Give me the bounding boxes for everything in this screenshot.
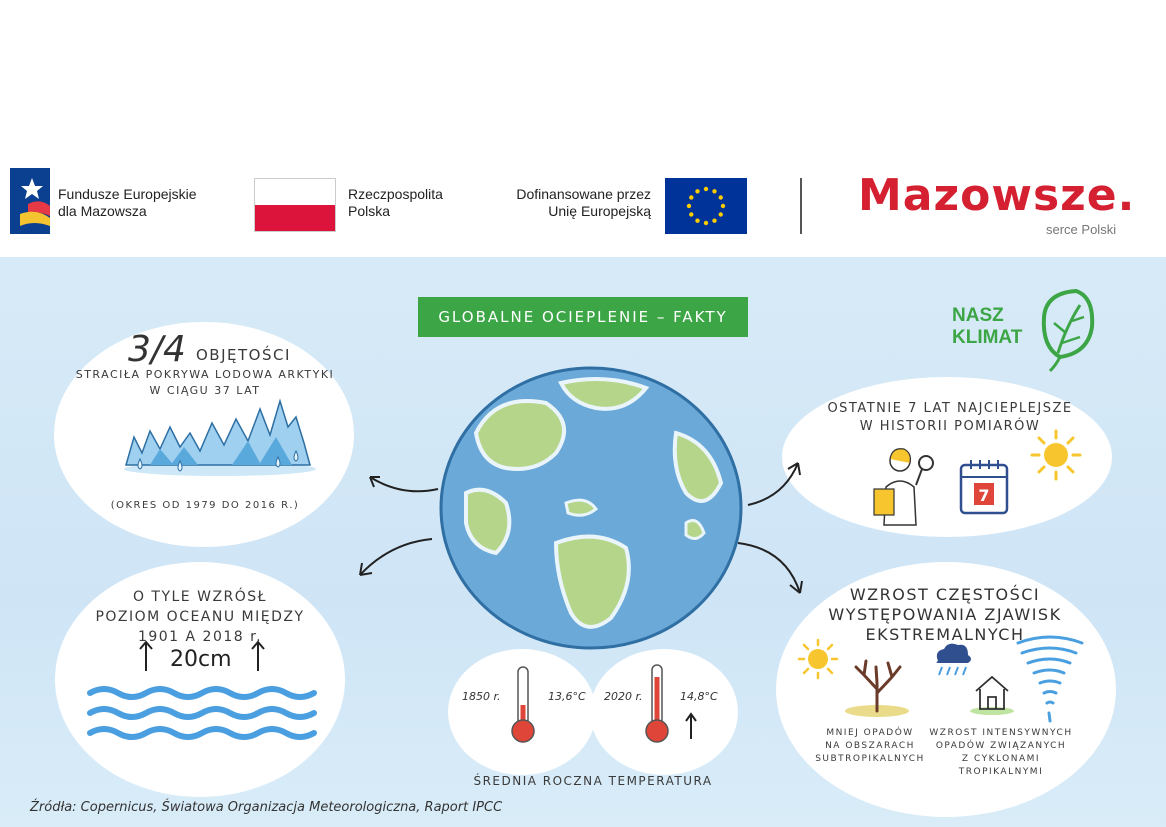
leaf-icon	[1036, 287, 1098, 373]
arrow-to-ice-icon	[362, 463, 442, 503]
rp-line2: Polska	[348, 203, 391, 219]
sun-icon	[1028, 427, 1084, 483]
year-2020-label: 2020 r.	[604, 690, 643, 703]
mazowsze-logo: Mazowsze.	[858, 170, 1136, 221]
arrow-to-ocean-icon	[350, 535, 436, 581]
badge-line2: KLIMAT	[952, 327, 1023, 348]
hottest-line2: W HISTORII POMIARÓW	[859, 419, 1041, 434]
extreme-left-line2: NA OBSZARACH	[825, 741, 915, 751]
earth-globe-icon	[436, 363, 746, 653]
scientist-icon	[868, 445, 940, 527]
logo-strip	[0, 160, 1166, 252]
temperature-rise-arrow-icon	[684, 711, 698, 741]
average-temperature-caption: ŚREDNIA ROCZNA TEMPERATURA	[473, 774, 713, 788]
calendar-number: 7	[978, 486, 990, 505]
extreme-left-line3: SUBTROPIKALNYCH	[815, 754, 925, 764]
sun-small-icon	[796, 637, 840, 681]
extreme-line1: WZROST CZĘSTOŚCI	[849, 585, 1041, 604]
temp-2020-label: 14,8°C	[680, 690, 718, 703]
arrow-to-hottest-icon	[744, 457, 804, 509]
logo-divider	[800, 178, 802, 234]
tornado-icon	[1012, 635, 1088, 725]
ice-line1: STRACIŁA POKRYWA LODOWA ARKTYKI	[75, 368, 335, 381]
ocean-rise-value: 20cm	[170, 647, 232, 672]
eu-flag-icon	[665, 178, 747, 234]
fe-line1: Fundusze Europejskie	[58, 186, 197, 202]
sources-footnote: Źródła: Copernicus, Światowa Organizacja Meteorologiczna, Raport IPCC	[30, 800, 503, 815]
ice-period: (OKRES OD 1979 DO 2016 R.)	[110, 500, 300, 511]
extreme-right-line2: OPADÓW ZWIĄZANYCH	[935, 741, 1067, 751]
ice-fraction: 3/4	[128, 329, 186, 370]
eu-line1: Dofinansowane przez	[516, 186, 651, 202]
calendar-icon	[958, 457, 1010, 517]
melting-ice-icon	[120, 397, 320, 477]
infographic-title: GLOBALNE OCIEPLENIE – FAKTY	[418, 297, 748, 337]
eu-line2: Unię Europejską	[548, 203, 651, 219]
year-1850-label: 1850 r.	[462, 690, 501, 703]
mazowsze-tagline: serce Polski	[1046, 222, 1117, 237]
ice-fraction-word: OBJĘTOŚCI	[196, 346, 291, 364]
extreme-line3: EKSTREMALNYCH	[865, 625, 1025, 644]
fundusze-europejskie-logo-icon	[10, 168, 50, 234]
ocean-line2: POZIOM OCEANU MIĘDZY	[95, 609, 305, 625]
eu-funding-text	[493, 186, 651, 220]
thermometer-2020-icon	[642, 663, 672, 745]
temp-1850-label: 13,6°C	[548, 690, 586, 703]
extreme-right-line3: Z CYKLONAMI	[961, 754, 1041, 764]
ocean-line3: 1901 A 2018 r.	[137, 629, 263, 645]
extreme-left-line1: MNIEJ OPADÓW	[826, 728, 914, 738]
extreme-right-line1: WZROST INTENSYWNYCH	[929, 728, 1073, 738]
ocean-line1: O TYLE WZRÓSŁ	[132, 589, 268, 605]
fe-line2: dla Mazowsza	[58, 203, 147, 219]
arrow-up-left-icon	[138, 639, 154, 673]
rp-line1: Rzeczpospolita	[348, 186, 443, 202]
badge-line1: NASZ	[952, 305, 1004, 326]
polish-flag-icon	[254, 178, 336, 232]
extreme-right-line4: TROPIKALNYMI	[958, 767, 1044, 777]
ocean-description	[75, 587, 325, 647]
rain-cloud-icon	[930, 641, 974, 681]
waves-icon	[90, 685, 320, 745]
ice-line2: W CIĄGU 37 LAT	[149, 384, 261, 397]
ice-description	[70, 367, 340, 399]
extreme-line2: WYSTĘPOWANIA ZJAWISK	[828, 605, 1062, 624]
dry-tree-icon	[842, 649, 912, 719]
arrow-up-right-icon	[250, 639, 266, 673]
extreme-left-caption	[800, 727, 940, 766]
extreme-right-caption	[926, 727, 1076, 779]
rzeczpospolita-text	[348, 186, 443, 220]
thermometer-1850-icon	[508, 665, 538, 745]
fundusze-europejskie-text	[58, 186, 197, 220]
infographic-panel	[0, 257, 1166, 827]
house-icon	[970, 669, 1014, 715]
hottest-line1: OSTATNIE 7 LAT NAJCIEPLEJSZE	[827, 401, 1073, 416]
